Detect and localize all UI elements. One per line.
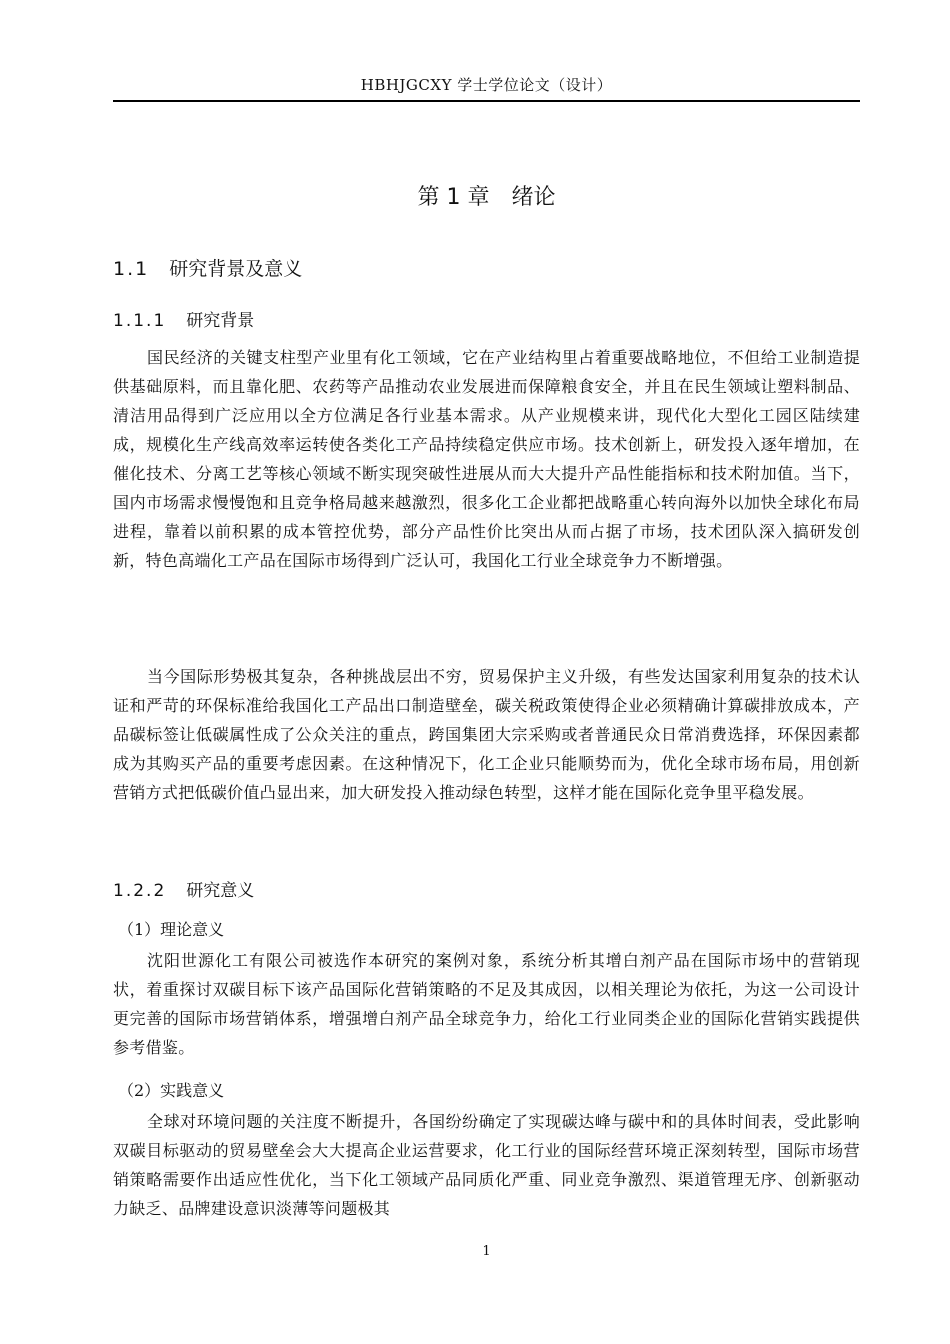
section-number: 1.2.2 [113, 881, 167, 901]
section-number: 1.1.1 [113, 311, 167, 331]
section-heading-1-2-2 [113, 876, 254, 901]
chapter-title [113, 180, 860, 211]
section-title: 研究背景及意义 [169, 258, 303, 280]
section-title: 研究意义 [186, 881, 255, 901]
subheading-theoretical: （1）理论意义 [118, 920, 225, 939]
running-header: HBHJGCXY 学士学位论文（设计） [360, 76, 613, 94]
section-title: 研究背景 [186, 311, 255, 331]
section-heading-1-1-1 [113, 306, 254, 331]
section-heading-1-1 [113, 254, 302, 281]
section-number: 1.1 [113, 258, 150, 280]
subheading-practical: （2）实践意义 [118, 1081, 225, 1100]
page-number: 1 [482, 1244, 491, 1259]
paragraph-theoretical: 沈阳世源化工有限公司被选作本研究的案例对象，系统分析其增白剂产品在国际市场中的营销现状，着重探讨双碳目标下该产品国际化营销策略的不足及其成因，以相关理论为依托，为这一公司设计更完善的国际市场营销体系，增强增白剂产品全球竞争力，给化工行业同类企业的国际化营销实践提供参考借鉴。 [113, 951, 860, 1057]
chapter-name: 绪论 [511, 185, 556, 210]
header-rule [113, 100, 860, 102]
paragraph-background-1: 国民经济的关键支柱型产业里有化工领域，它在产业结构里占着重要战略地位，不但给工业制造提供基础原料，而且靠化肥、农药等产品推动农业发展进而保障粮食安全，并且在民生领域让塑料制品、清洁用品得到广泛应用以全方位满足各行业基本需求。从产业规模来讲，现代化大型化工园区陆续建成，规模化生产线高效率运转使各类化工产品持续稳定供应市场。技术创新上，研发投入逐年增加，在催化技术、分离工艺等核心领域不断实现突破性进展从而大大提升产品性能指标和技术附加值。当下，国内市场需求慢慢饱和且竞争格局越来越激烈，很多化工企业都把战略重心转向海外以加快全球化布局进程，靠着以前积累的成本管控优势，部分产品性价比突出从而占据了市场，技术团队深入搞研发创新，特色高端化工产品在国际市场得到广泛认可，我国化工行业全球竞争力不断增强。 [113, 348, 860, 570]
paragraph-background-2: 当今国际形势极其复杂，各种挑战层出不穷，贸易保护主义升级，有些发达国家利用复杂的技术认证和严苛的环保标准给我国化工产品出口制造壁垒，碳关税政策使得企业必须精确计算碳排放成本，产品碳标签让低碳属性成了公众关注的重点，跨国集团大宗采购或者普通民众日常消费选择，环保因素都成为其购买产品的重要考虑因素。在这种情况下，化工企业只能顺势而为，优化全球市场布局，用创新营销方式把低碳价值凸显出来，加大研发投入推动绿色转型，这样才能在国际化竞争里平稳发展。 [113, 667, 860, 802]
chapter-number: 第 1 章 [417, 185, 490, 210]
paragraph-practical: 全球对环境问题的关注度不断提升，各国纷纷确定了实现碳达峰与碳中和的具体时间表，受此影响双碳目标驱动的贸易壁垒会大大提高企业运营要求，化工行业的国际经营环境正深刻转型，国际市场营销策略需要作出适应性优化，当下化工领域产品同质化严重、同业竞争激烈、渠道管理无序、创新驱动力缺乏、品牌建设意识淡薄等问题极其 [113, 1112, 860, 1218]
